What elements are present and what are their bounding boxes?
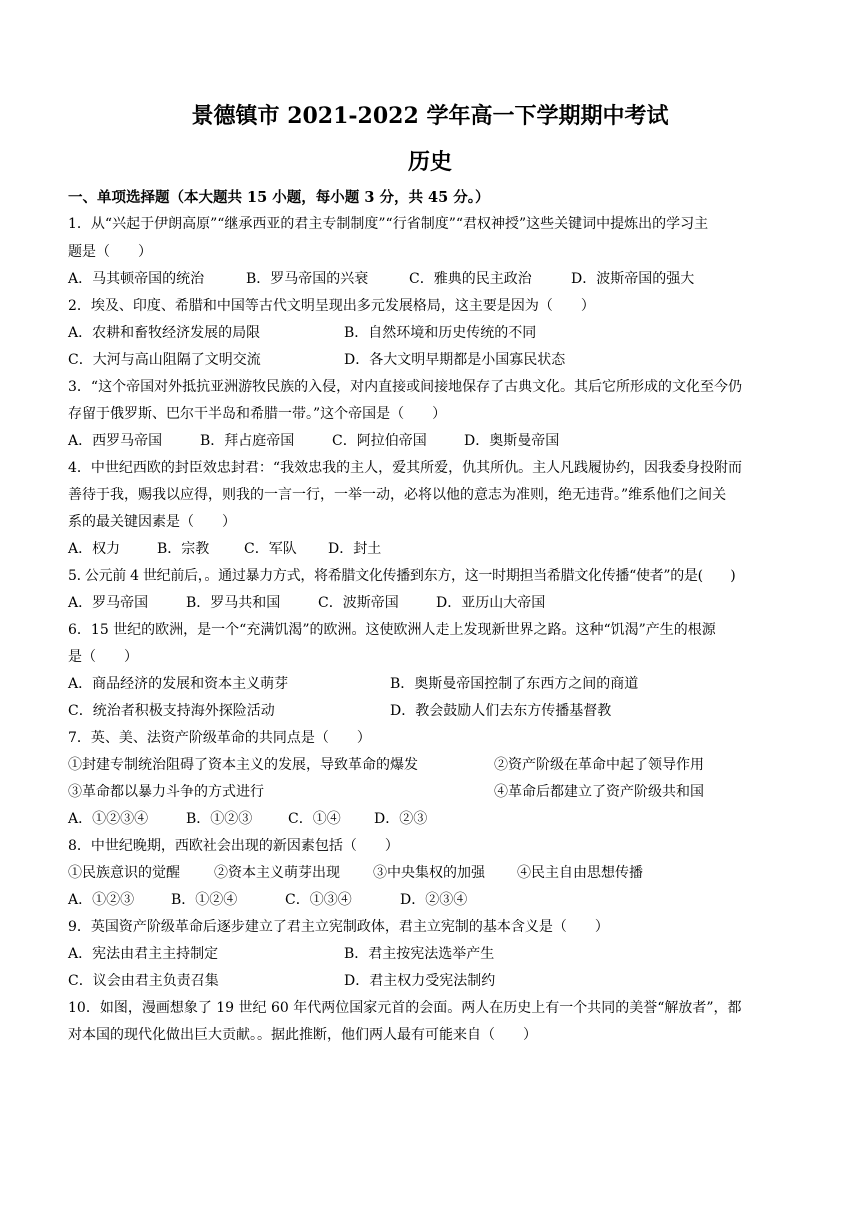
question-6-stem: 6．15 世纪的欧洲，是一个“充满饥渴”的欧洲。这使欧洲人走上发现新世界之路。这种“饥渴”产生的根源 bbox=[68, 622, 716, 638]
question-4-stem-cont: 善待于我，赐我以应得，则我的一言一行，一举一动，必将以他的意志为准则，绝无违背。”维系他们之间关 bbox=[68, 487, 727, 503]
question-9-option-c: C．议会由君主负责召集 bbox=[68, 973, 219, 989]
question-5-stem: 5. 公元前 4 世纪前后，。通过暴力方式，将希腊文化传播到东方，这一时期担当希腊文化传播“使者”的是( ) bbox=[68, 568, 736, 584]
question-7-statement-3: ③革命都以暴力斗争的方式进行 bbox=[68, 784, 264, 800]
question-4-option-c: C．军队 bbox=[244, 541, 297, 557]
question-6-option-b: B．奥斯曼帝国控制了东西方之间的商道 bbox=[390, 676, 639, 692]
question-1-option-c: C．雅典的民主政治 bbox=[409, 271, 532, 287]
question-2-option-c: C．大河与高山阻隔了文明交流 bbox=[68, 352, 261, 368]
exam-subject: 历史 bbox=[407, 149, 452, 175]
question-8-option-b: B．①②④ bbox=[171, 892, 238, 908]
question-10-stem: 10．如图，漫画想象了 19 世纪 60 年代两位国家元首的会面。两人在历史上有一个共同的美誉“解放者”，都 bbox=[68, 1000, 742, 1016]
question-7-option-b: B．①②③ bbox=[186, 811, 253, 827]
question-3-stem-cont: 存留于俄罗斯、巴尔干半岛和希腊一带。”这个帝国是（ ） bbox=[68, 406, 447, 422]
question-9-option-d: D．君主权力受宪法制约 bbox=[344, 973, 496, 989]
question-9-option-a: A．宪法由君主主持制定 bbox=[68, 946, 219, 962]
question-4-option-d: D．封土 bbox=[328, 541, 382, 557]
question-5-option-a: A．罗马帝国 bbox=[68, 595, 149, 611]
question-8-stem: 8．中世纪晚期，西欧社会出现的新因素包括（ ） bbox=[68, 838, 399, 854]
question-4-option-a: A．权力 bbox=[68, 541, 121, 557]
question-7-statement-2: ②资产阶级在革命中起了领导作用 bbox=[494, 757, 704, 773]
question-1-stem: 1．从“兴起于伊朗高原”“继承西亚的君主专制制度”“行省制度”“君权神授”这些关键词中提炼出的学习主 bbox=[68, 216, 709, 232]
question-8-option-d: D．②③④ bbox=[400, 892, 468, 908]
section-heading: 一、单项选择题（本大题共 15 小题，每小题 3 分，共 45 分。） bbox=[68, 189, 490, 206]
question-4-option-b: B．宗教 bbox=[157, 541, 210, 557]
question-2-option-b: B．自然环境和历史传统的不同 bbox=[344, 325, 537, 341]
question-7-statement-4: ④革命后都建立了资产阶级共和国 bbox=[494, 784, 704, 800]
question-9-stem: 9．英国资产阶级革命后逐步建立了君主立宪制政体，君主立宪制的基本含义是（ ） bbox=[68, 919, 609, 935]
question-10-stem-cont: 对本国的现代化做出巨大贡献。。据此推断，他们两人最有可能来自（ ） bbox=[68, 1027, 537, 1043]
question-6-option-d: D．教会鼓励人们去东方传播基督教 bbox=[390, 703, 612, 719]
question-7-statement-1: ①封建专制统治阻碍了资本主义的发展，导致革命的爆发 bbox=[68, 757, 418, 773]
question-7-stem: 7．英、美、法资产阶级革命的共同点是（ ） bbox=[68, 730, 371, 746]
question-7-option-d: D．②③ bbox=[374, 811, 428, 827]
question-3-option-a: A．西罗马帝国 bbox=[68, 433, 163, 449]
question-7-option-a: A．①②③④ bbox=[68, 811, 149, 827]
question-8-option-a: A．①②③ bbox=[68, 892, 135, 908]
question-3-option-c: C．阿拉伯帝国 bbox=[332, 433, 427, 449]
question-1-option-a: A．马其顿帝国的统治 bbox=[68, 271, 205, 287]
question-5-option-d: D．亚历山大帝国 bbox=[436, 595, 546, 611]
question-6-option-a: A．商品经济的发展和资本主义萌芽 bbox=[68, 676, 289, 692]
question-6-option-c: C．统治者积极支持海外探险活动 bbox=[68, 703, 275, 719]
exam-title: 景德镇市 2021-2022 学年高一下学期期中考试 bbox=[191, 103, 669, 129]
question-8-statement-3: ③中央集权的加强 bbox=[373, 865, 485, 881]
question-9-option-b: B．君主按宪法选举产生 bbox=[344, 946, 495, 962]
question-1-stem-cont: 题是（ ） bbox=[68, 244, 152, 260]
question-8-statement-4: ④民主自由思想传播 bbox=[517, 865, 643, 881]
question-7-option-c: C．①④ bbox=[288, 811, 341, 827]
question-1-option-b: B．罗马帝国的兴衰 bbox=[246, 271, 369, 287]
question-1-option-d: D．波斯帝国的强大 bbox=[571, 271, 695, 287]
question-3-option-b: B．拜占庭帝国 bbox=[200, 433, 295, 449]
question-8-statement-2: ②资本主义萌芽出现 bbox=[214, 865, 340, 881]
question-3-option-d: D．奥斯曼帝国 bbox=[464, 433, 560, 449]
question-8-statement-1: ①民族意识的觉醒 bbox=[68, 865, 180, 881]
question-6-stem-cont: 是（ ） bbox=[68, 649, 138, 665]
question-4-stem-cont2: 系的最关键因素是（ ） bbox=[68, 514, 236, 530]
question-8-option-c: C．①③④ bbox=[285, 892, 352, 908]
question-4-stem: 4．中世纪西欧的封臣效忠封君：“我效忠我的主人，爱其所爱，仇其所仇。主人凡践履协约，因我委身投附而 bbox=[68, 460, 743, 476]
question-2-stem: 2．埃及、印度、希腊和中国等古代文明呈现出多元发展格局，这主要是因为（ ） bbox=[68, 298, 595, 314]
question-3-stem: 3．“这个帝国对外抵抗亚洲游牧民族的入侵，对内直接或间接地保存了古典文化。其后它所形成的文化至今仍 bbox=[68, 379, 743, 395]
question-5-option-c: C．波斯帝国 bbox=[318, 595, 399, 611]
question-2-option-d: D．各大文明早期都是小国寡民状态 bbox=[344, 352, 566, 368]
question-5-option-b: B．罗马共和国 bbox=[186, 595, 281, 611]
question-2-option-a: A．农耕和畜牧经济发展的局限 bbox=[68, 325, 261, 341]
